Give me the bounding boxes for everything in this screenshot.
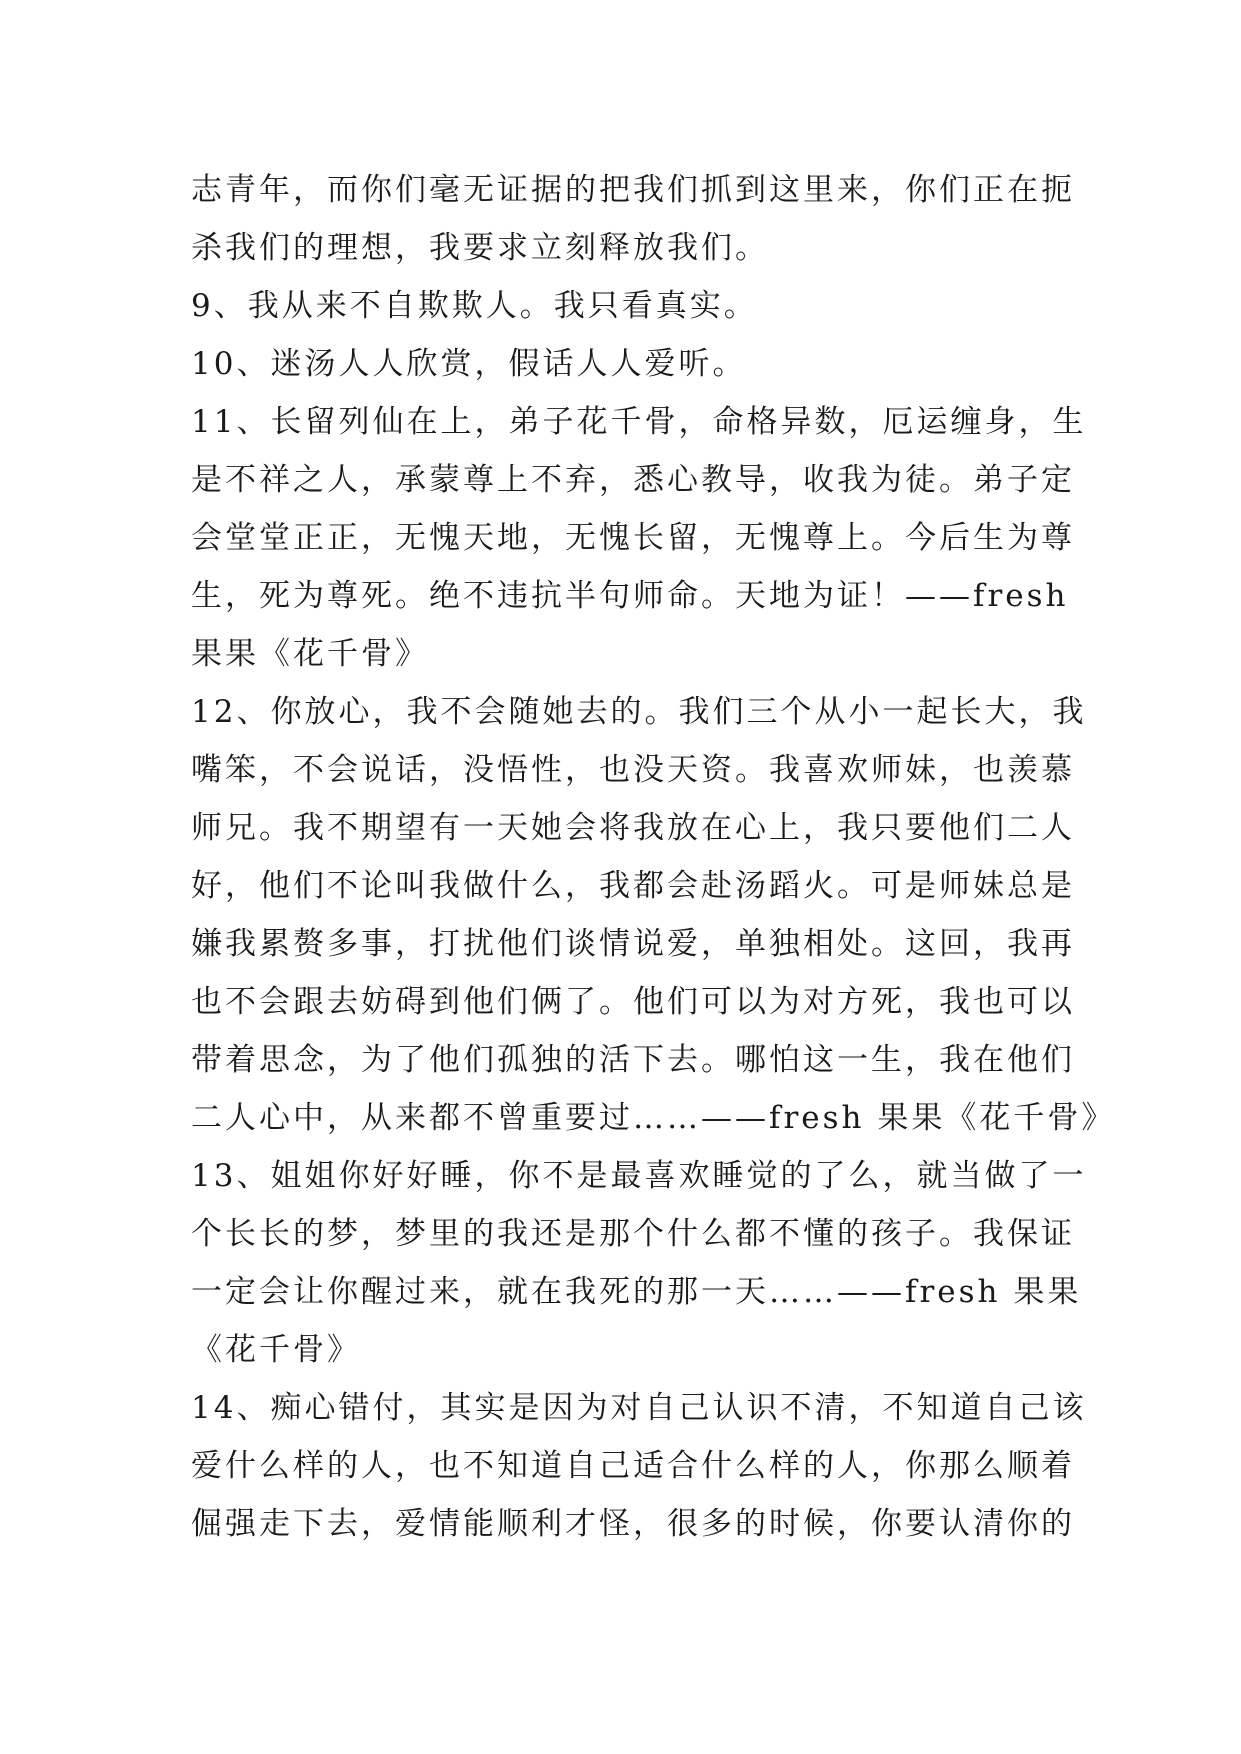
body-text	[191, 161, 1116, 1553]
text-line: 个长长的梦，梦里的我还是那个什么都不懂的孩子。我保证	[191, 1216, 1075, 1252]
text-line: 倔强走下去，爱情能顺利才怪，很多的时候，你要认清你的	[191, 1506, 1075, 1542]
text-line: 果果《花千骨》	[191, 636, 429, 672]
text-line: 一定会让你醒过来，就在我死的那一天……——fresh 果果	[191, 1274, 1082, 1310]
text-line: 志青年，而你们毫无证据的把我们抓到这里来，你们正在扼	[191, 172, 1075, 208]
text-line: 9、我从来不自欺欺人。我只看真实。	[191, 288, 758, 324]
text-line: 也不会跟去妨碍到他们俩了。他们可以为对方死，我也可以	[191, 984, 1075, 1020]
text-line: 嫌我累赘多事，打扰他们谈情说爱，单独相处。这回，我再	[191, 926, 1075, 962]
text-line: 生，死为尊死。绝不违抗半句师命。天地为证！——fresh	[191, 578, 1069, 614]
text-line: 带着思念，为了他们孤独的活下去。哪怕这一生，我在他们	[191, 1042, 1075, 1078]
text-line: 嘴笨，不会说话，没悟性，也没天资。我喜欢师妹，也羡慕	[191, 752, 1075, 788]
text-line: 13、姐姐你好好睡，你不是最喜欢睡觉的了么，就当做了一	[191, 1158, 1087, 1194]
text-line: 11、长留列仙在上，弟子花千骨，命格异数，厄运缠身，生	[191, 404, 1087, 440]
text-line: 会堂堂正正，无愧天地，无愧长留，无愧尊上。今后生为尊	[191, 520, 1075, 556]
text-line: 好，他们不论叫我做什么，我都会赴汤蹈火。可是师妹总是	[191, 868, 1075, 904]
text-line: 杀我们的理想，我要求立刻释放我们。	[191, 230, 769, 266]
text-line: 《花千骨》	[191, 1332, 361, 1368]
text-line: 二人心中，从来都不曾重要过……——fresh 果果《花千骨》	[191, 1100, 1116, 1136]
text-line: 12、你放心，我不会随她去的。我们三个从小一起长大，我	[191, 694, 1087, 730]
text-line: 爱什么样的人，也不知道自己适合什么样的人，你那么顺着	[191, 1448, 1075, 1484]
text-line: 14、痴心错付，其实是因为对自己认识不清，不知道自己该	[191, 1390, 1087, 1426]
text-line: 是不祥之人，承蒙尊上不弃，悉心教导，收我为徒。弟子定	[191, 462, 1075, 498]
text-line: 10、迷汤人人欣赏，假话人人爱听。	[191, 346, 747, 382]
text-line: 师兄。我不期望有一天她会将我放在心上，我只要他们二人	[191, 810, 1075, 846]
